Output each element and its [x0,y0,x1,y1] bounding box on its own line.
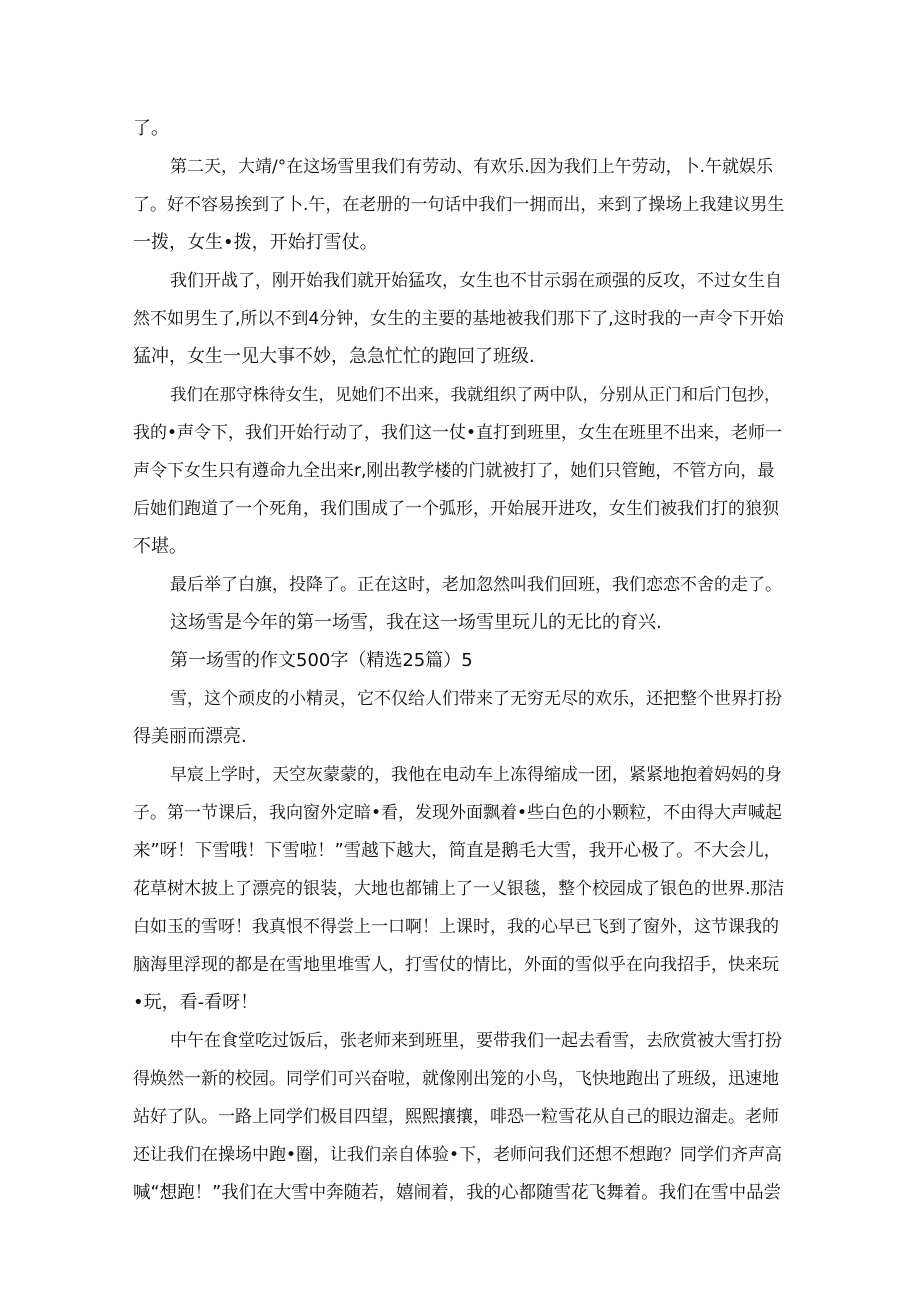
text-line: 我们在那守株待女生，见她们不出来，我就组织了两中队，分别从正门和后门包抄， [170,385,781,404]
text-line: 猛冲，女生一见大事不妙，急急忙忙的跑回了班级. [133,346,535,367]
text-line: 我们开战了，刚开始我们就开始猛攻，女生也不甘示弱在顽强的反攻，不过女生自 [170,271,782,291]
text-line: 雪，这个顽皮的小精灵，它不仅给人们带来了无穷无尽的欢乐，还把整个世界打扮 [170,689,782,709]
text-line: 站好了队。一路上同学们极目四望，熙熙攘攘，啡恐一粒雪花从自己的眼边溜走。老师 [133,1107,779,1127]
text-line: 来”呀！下雪哦！下雪啦！”雪越下越大，简直是鹅毛大雪，我开心极了。不大会儿， [133,841,782,861]
text-line: 不堪。 [133,536,187,557]
text-line: 第二天，大靖/°在这场雪里我们有劳动、有欢乐.因为我们上午劳动，卜.午就娱乐 [170,157,774,177]
text-line: 还让我们在操场中跑•圈，让我们亲自体验•下，老师问我们还想不想跑？同学们齐声高 [133,1145,783,1165]
text-line: 喊“想跑！”我们在大雪中奔随若，嬉闹着，我的心都随雪花飞舞着。我们在雪中品尝 [133,1183,782,1203]
section-heading: 第一场雪的作文500字（精选25篇）5 [170,650,473,671]
text-line: 我的•声令下，我们开始行动了，我们这一仗•直打到班里，女生在班里不出来，老师一 [133,423,783,443]
text-line: 了。好不容易挨到了卜.午，在老册的一句话中我们一拥而出，来到了操场上我建议男生 [133,195,785,215]
text-line: 这场雪是今年的第一场雪，我在这一场雪里玩儿的无比的育兴. [170,612,662,633]
text-line: •玩，看-看呀！ [133,992,259,1013]
text-line: 一拨，女生•拨，开始打雪仗。 [133,232,378,253]
text-line: 早宸上学时，天空灰蒙蒙的，我他在电动车上冻得缩成一团，紧紧地抱着妈妈的身 [170,765,782,785]
text-line: 然不如男生了,所以不到4分钟，女生的主要的基地被我们那下了,这时我的一声令下开始 [133,309,784,329]
text-line: 中午在食堂吃过饭后，张老师来到班里，要带我们一起去看雪，去欣赏被大雪打扮 [170,1031,782,1051]
text-line: 得美丽而漂亮. [133,726,247,747]
text-line: 花草树木披上了漂亮的银装，大地也都铺上了一乂银毯，整个校园成了银色的世界.那洁 [133,879,785,899]
text-line: 脑海里浮现的都是在雪地里堆雪人，打雪仗的情比，外面的雪似乎在向我招手，快来玩 [133,955,779,975]
text-line: 了。 [133,118,169,139]
text-line: 白如玉的雪呀！我真恨不得尝上一口啊！上课时，我的心早已飞到了窗外，这节课我的 [133,917,779,937]
text-line: 得焕然一新的校园。同学们可兴奋啦，就像刚出笼的小鸟，飞快地跑出了班级，迅速地 [133,1069,779,1089]
text-line: 后她们跑道了一个死角，我们围成了一个弧形，开始展开进攻，女生们被我们打的狼狈 [133,499,779,519]
text-line: 子。第一节课后，我向窗外定暗•看，发现外面飘着•些白色的小颗粒，不由得大声喊起 [133,803,783,823]
text-line: 声令下女生只有遵命九全出来r,刚出教学楼的门就被打了，她们只管鲍，不管方向，最 [133,461,775,481]
text-line: 最后举了白旗，投降了。正在这时，老加忽然叫我们回班，我们恋恋不舍的走了。 [170,575,782,595]
